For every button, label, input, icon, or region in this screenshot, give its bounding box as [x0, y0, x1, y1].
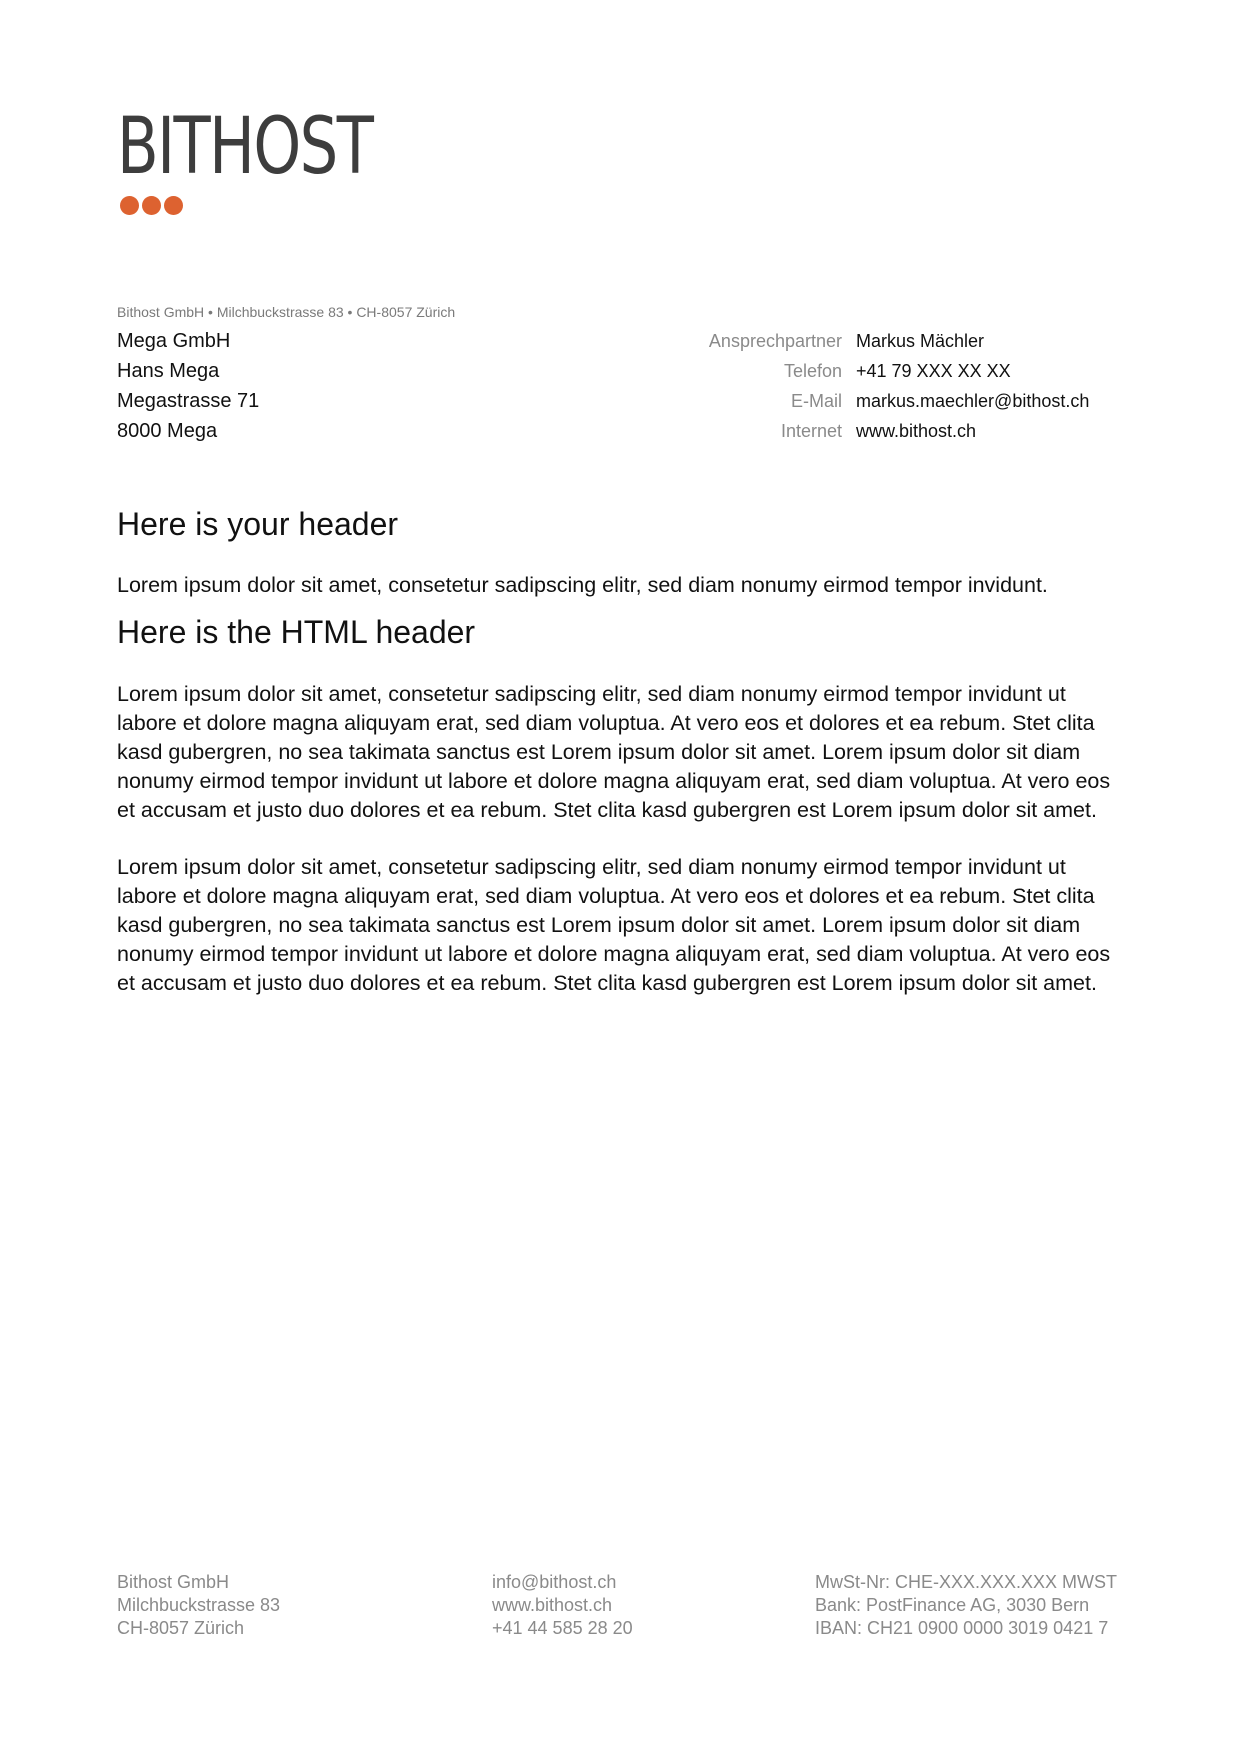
footer-city: CH-8057 Zürich [117, 1618, 245, 1638]
intro-paragraph: Lorem ipsum dolor sit amet, consetetur sadipscing elitr, sed diam nonumy eirmod tempor invidunt. [117, 573, 1048, 597]
footer-vat: MwSt-Nr: CHE-XXX.XXX.XXX MWST [815, 1572, 1118, 1592]
footer-bank: Bank: PostFinance AG, 3030 Bern [815, 1595, 1090, 1615]
contact-person-value: Markus Mächler [856, 331, 985, 351]
footer-iban: IBAN: CH21 0900 0000 3019 0421 7 [815, 1618, 1109, 1638]
sender-address-line: Bithost GmbH • Milchbuckstrasse 83 • CH-8057 Zürich [117, 304, 456, 320]
footer-street: Milchbuckstrasse 83 [117, 1595, 281, 1615]
logo-wordmark: BITHOST [117, 102, 373, 192]
contact-row-email [660, 386, 1140, 416]
letter-header: Here is your header [117, 506, 399, 542]
contact-web-value: www.bithost.ch [856, 421, 977, 441]
contact-person-label: Ansprechpartner [708, 331, 842, 351]
contact-email-value: markus.maechler@bithost.ch [856, 391, 1090, 411]
footer-contact [492, 1571, 633, 1640]
footer-address [117, 1571, 280, 1640]
footer-company: Bithost GmbH [117, 1572, 230, 1592]
recipient-street: Megastrasse 71 [117, 390, 260, 412]
contact-row-person [660, 326, 1140, 356]
letter-body [117, 504, 1127, 998]
body-paragraph: Lorem ipsum dolor sit amet, consetetur sadipscing elitr, sed diam nonumy eirmod tempor invidunt ut labore et dolore magna aliquyam erat, sed diam voluptua. At vero eos et dolores et ea rebum. Stet clita kasd gubergren, no sea takimata sanctus est Lorem ipsum dolor sit amet. Lorem ipsum dolor sit diam nonumy eirmod tempor invidunt ut labore et dolore magna aliquyam erat, sed diam voluptua. At vero eos et accusam et justo duo dolores et ea rebum. Stet clita kasd gubergren est Lorem ipsum dolor sit amet. [117, 682, 1111, 822]
contact-phone-label: Telefon [783, 361, 842, 381]
footer-phone: +41 44 585 28 20 [492, 1618, 633, 1638]
company-logo [117, 102, 444, 192]
recipient-city: 8000 Mega [117, 420, 218, 442]
logo-dot-icon [164, 196, 183, 215]
html-header: Here is the HTML header [117, 614, 476, 650]
contact-phone-value: +41 79 XXX XX XX [856, 361, 1011, 381]
contact-row-web [660, 416, 1140, 446]
contact-block [660, 326, 1140, 446]
contact-row-phone [660, 356, 1140, 386]
logo-dots [120, 196, 183, 215]
footer-web: www.bithost.ch [492, 1595, 613, 1615]
logo-dot-icon [120, 196, 139, 215]
logo-dot-icon [142, 196, 161, 215]
recipient-name: Hans Mega [117, 360, 220, 382]
footer-legal [815, 1571, 1117, 1640]
recipient-company: Mega GmbH [117, 330, 231, 352]
body-paragraph: Lorem ipsum dolor sit amet, consetetur sadipscing elitr, sed diam nonumy eirmod tempor invidunt ut labore et dolore magna aliquyam erat, sed diam voluptua. At vero eos et dolores et ea rebum. Stet clita kasd gubergren, no sea takimata sanctus est Lorem ipsum dolor sit amet. Lorem ipsum dolor sit diam nonumy eirmod tempor invidunt ut labore et dolore magna aliquyam erat, sed diam voluptua. At vero eos et accusam et justo duo dolores et ea rebum. Stet clita kasd gubergren est Lorem ipsum dolor sit amet. [117, 855, 1111, 995]
recipient-address [117, 326, 259, 446]
contact-email-label: E-Mail [790, 391, 842, 411]
contact-web-label: Internet [780, 421, 842, 441]
footer-email: info@bithost.ch [492, 1572, 617, 1592]
